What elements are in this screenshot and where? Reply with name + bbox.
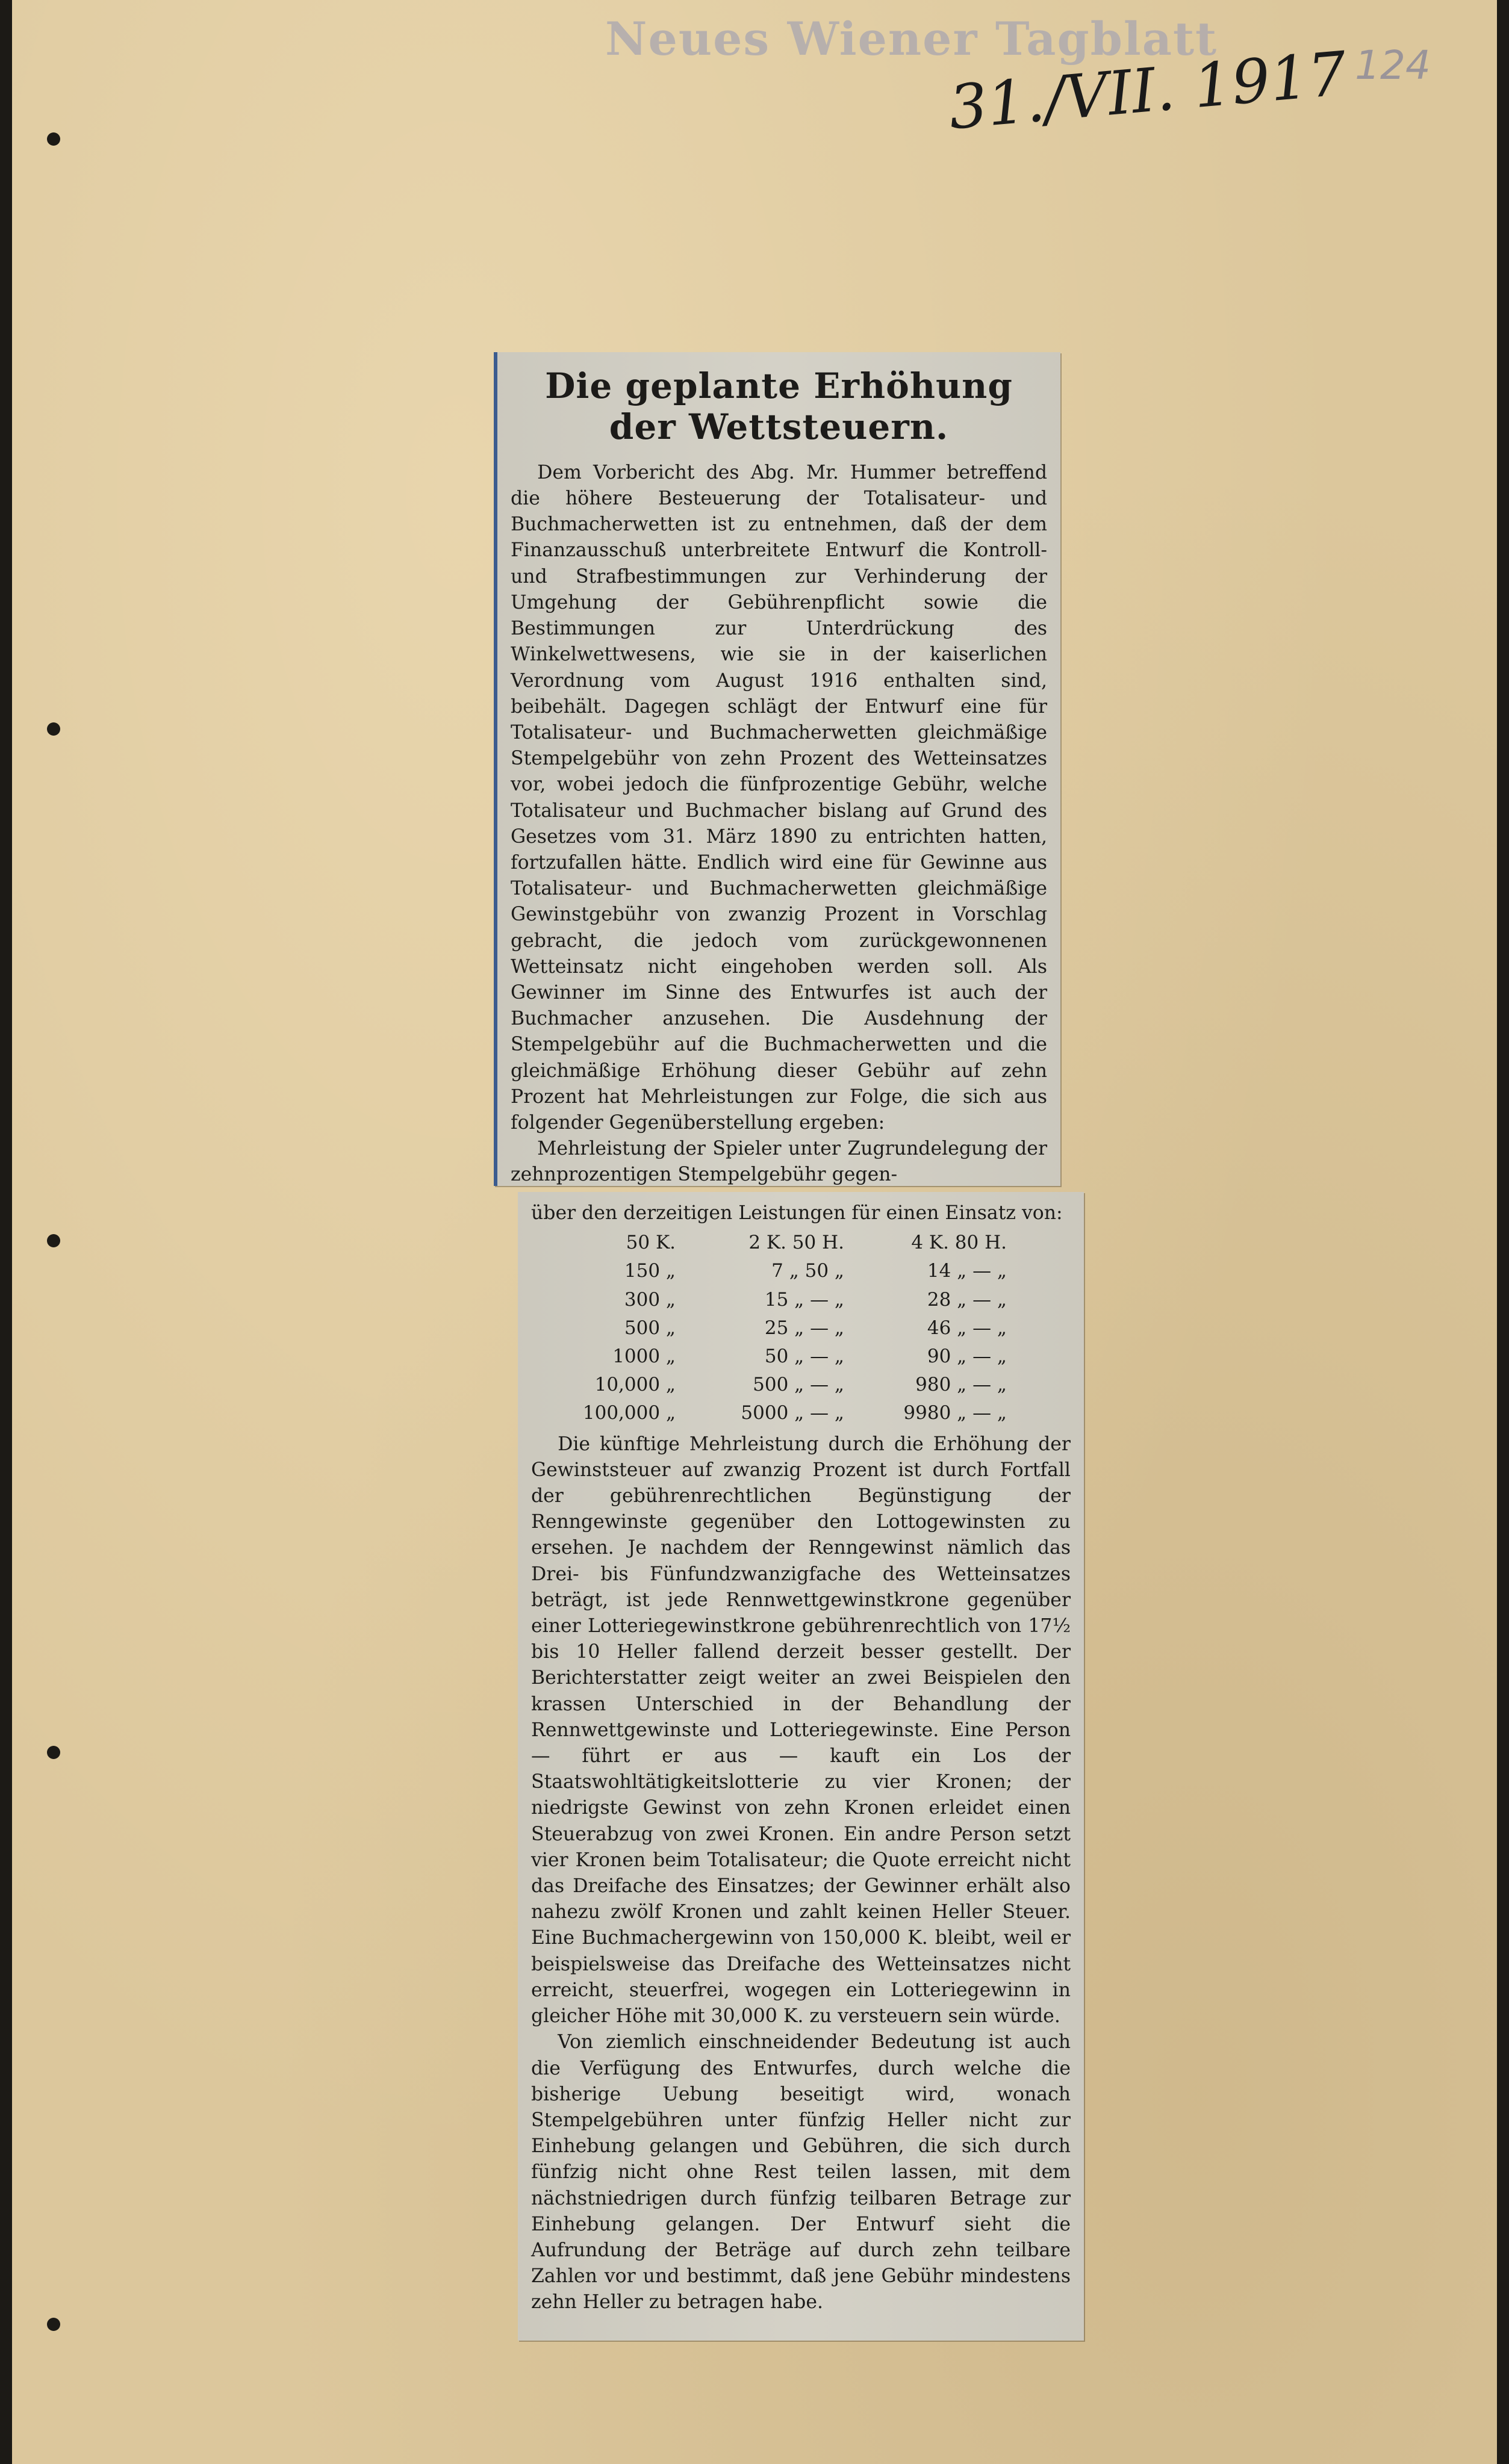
binding-hole: [47, 1234, 60, 1247]
table-cell: 300 „: [624, 1288, 676, 1311]
table-cell: 10,000 „: [594, 1374, 676, 1396]
table-cell: 15 „ — „: [764, 1288, 844, 1311]
table-cell: 500 „ — „: [753, 1374, 844, 1396]
table-cell: 100,000 „: [582, 1402, 676, 1424]
handwritten-date: 31./VII. 1917: [946, 38, 1349, 143]
clipping-lower: [518, 1192, 1084, 2341]
table-cell: 90 „ — „: [927, 1345, 1007, 1368]
archive-sheet: [12, 0, 1497, 2464]
table-row: [573, 1371, 1007, 1399]
table-row: [573, 1314, 1007, 1342]
table-cell: 50 „ — „: [764, 1345, 844, 1368]
binding-hole: [47, 132, 60, 146]
table-cell: 150 „: [624, 1260, 676, 1282]
binding-hole: [47, 2318, 60, 2331]
binding-hole: [47, 722, 60, 736]
article-headline: Die geplante Erhöhung der Wettsteuern.: [545, 365, 1013, 448]
table-row: [573, 1229, 1007, 1257]
article-paragraph: Von ziemlich einschneidender Bedeutung ist auch die Verfügung des Entwurfes, durch welche die bisherige Uebung beseitigt wird, wonach Stempelgebühren unter fünfzig Heller nicht zur Einhebung gelangen und Gebühren, die sich durch fünfzig nicht ohne Rest teilen lassen, mit dem nächstniedrigen durch fünfzig teilbaren Betrage zur Einhebung gelangen. Der Entwurf sieht die Aufrundung der Beträge auf durch zehn teilbare Zahlen vor und bestimmt, daß jene Gebühr mindestens zehn Heller zu betragen habe.: [531, 2031, 1071, 2313]
newspaper-masthead-stamp: Neues Wiener Tagblatt: [605, 12, 1218, 66]
table-cell: 14 „ — „: [927, 1260, 1007, 1282]
article-paragraph: Mehrleistung der Spieler unter Zugrundelegung der zehnprozentigen Stempelgebühr gegen-: [511, 1138, 1047, 1186]
table-cell: 9980 „ — „: [903, 1402, 1007, 1424]
table-row: [573, 1257, 1007, 1285]
table-cell: 2 K. 50 H.: [748, 1232, 844, 1254]
wager-table: [573, 1229, 1007, 1427]
table-row: [573, 1342, 1007, 1371]
binding-hole: [47, 1746, 60, 1759]
article-paragraph-continued: über den derzeitigen Leistungen für einen Einsatz von:: [531, 1202, 1063, 1224]
table-cell: 1000 „: [612, 1345, 676, 1368]
table-row: [573, 1399, 1007, 1427]
table-cell: 980 „ — „: [915, 1374, 1007, 1396]
article-paragraph: Dem Vorbericht des Abg. Mr. Hummer betreffend die höhere Besteuerung der Totalisateur- und Buchmacherwetten ist zu entnehmen, daß der dem Finanzausschuß unterbreitete Entwurf die Kontroll- und Strafbestimmungen zur Verhinderung der Umgehung der Gebührenpflicht sowie die Bestimmungen zur Unterdrückung des Winkelwettwesens, wie sie in der kaiserlichen Verordnung vom August 1916 enthalten sind, beibehält. Dagegen schlägt der Entwurf eine für Totalisateur- und Buchmacherwetten gleichmäßige Stempelgebühr von zehn Prozent des Wetteinsatzes vor, wobei jedoch die fünfprozentige Gebühr, welche Totalisateur und Buchmacher bislang auf Grund des Gesetzes vom 31. März 1890 zu entrichten hatten, fortzufallen hätte. Endlich wird eine für Gewinne aus Totalisateur- und Buchmacherwetten gleichmäßige Gewinstgebühr von zwanzig Prozent in Vorschlag gebracht, die jedoch vom zurückgewonnenen Wetteinsatz nicht eingehoben werden soll. Als Gewinner im Sinne des Entwurfes ist auch der Buchmacher anzusehen. Die Ausdehnung der Stempelgebühr auf die Buchmacherwetten und die gleichmäßige Erhöhung dieser Gebühr auf zehn Prozent hat Mehrleistungen zur Folge, die sich aus folgender Gegenüberstellung ergeben:: [511, 461, 1047, 1134]
table-cell: 25 „ — „: [764, 1317, 844, 1339]
table-cell: 4 K. 80 H.: [911, 1232, 1007, 1254]
article-body-lower: [531, 1200, 1071, 2316]
table-cell: 5000 „ — „: [741, 1402, 844, 1424]
clipping-upper: [494, 352, 1060, 1186]
article-body-upper: [511, 460, 1047, 1188]
page-number: 124: [1355, 42, 1431, 88]
table-cell: 50 K.: [626, 1232, 676, 1254]
table-row: [573, 1286, 1007, 1314]
table-cell: 7 „ 50 „: [771, 1260, 844, 1282]
table-cell: 46 „ — „: [927, 1317, 1007, 1339]
table-cell: 500 „: [624, 1317, 676, 1339]
table-cell: 28 „ — „: [927, 1288, 1007, 1311]
article-paragraph: Die künftige Mehrleistung durch die Erhöhung der Gewinststeuer auf zwanzig Prozent ist durch Fortfall der gebührenrechtlichen Begünstigung der Renngewinste gegenüber den Lottogewinsten zu ersehen. Je nachdem der Renngewinst nämlich das Drei- bis Fünfundzwanzigfache des Wetteinsatzes beträgt, ist jede Rennwettgewinstkrone gegenüber einer Lotteriegewinstkrone gebührenrechtlich von 17½ bis 10 Heller fallend derzeit besser gestellt. Der Berichterstatter zeigt weiter an zwei Beispielen den krassen Unterschied in der Behandlung der Rennwettgewinste und Lotteriegewinste. Eine Person — führt er aus — kauft ein Los der Staatswohltätigkeitslotterie zu vier Kronen; der niedrigste Gewinst von zehn Kronen erleidet einen Steuerabzug von zwei Kronen. Ein andre Person setzt vier Kronen beim Totalisateur; die Quote erreicht nicht das Dreifache des Einsatzes; der Gewinner erhält also nahezu zwölf Kronen und zahlt keinen Heller Steuer. Eine Buchmachergewinn von 150,000 K. bleibt, weil er beispielsweise das Dreifache des Wetteinsatzes nicht erreicht, steuerfrei, wogegen ein Lotteriegewinn in gleicher Höhe mit 30,000 K. zu versteuern sein würde.: [531, 1433, 1071, 2028]
